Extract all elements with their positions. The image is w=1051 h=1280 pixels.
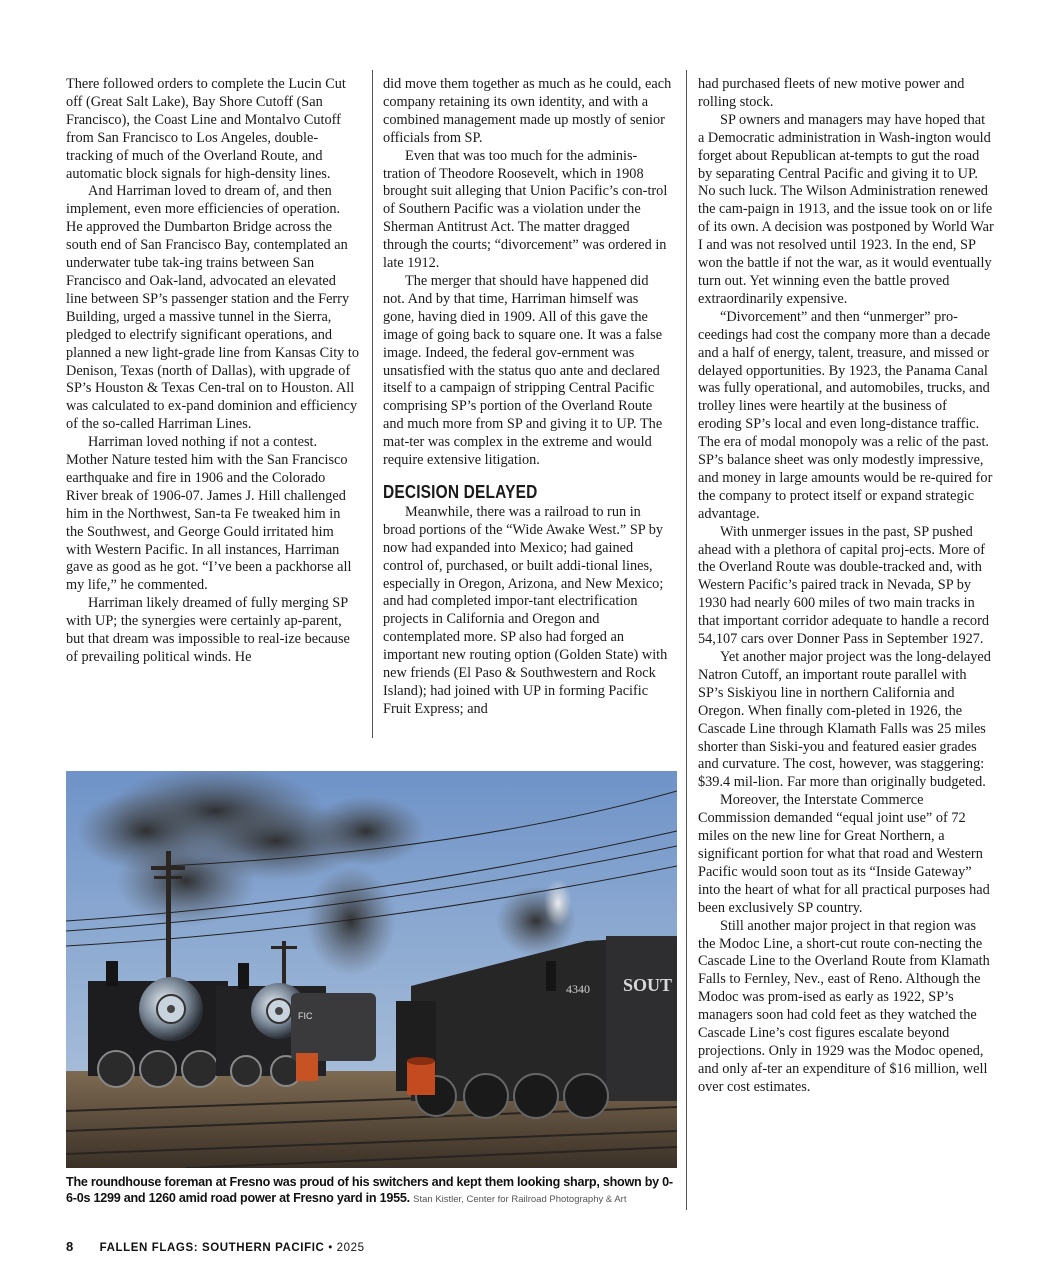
paragraph: had purchased fleets of new motive power and rolling stock. — [698, 76, 965, 110]
paragraph: “Divorcement” and then “unmerger” pro-ceedings had cost the company more than a decade and a half of energy, talent, treasure, and missed or delayed opportunities. By 1923, the Panama Canal was fully operational, and automobiles, trucks, and trolley lines were heartily at the business of eroding SP’s local and even long-distance traffic. The era of modal monopoly was a relic of the past. SP’s balance sheet was only modestly impressive, and money in large amounts would be re-quired for the company to protect itself or expand strategic advantage. — [698, 308, 993, 522]
switcher-lettering: FIC — [298, 1011, 313, 1021]
photo-caption — [66, 1174, 678, 1208]
paragraph: Moreover, the Interstate Commerce Commission demanded “equal joint use” of 72 miles on the new line for Great Northern, a significant portion for what that road and Western Pacific would soon tout as its “Inside Gateway” into the heart of what for all practical purposes had been exclusively SP country. — [698, 792, 990, 916]
text-column-3 — [698, 76, 994, 1097]
paragraph: Meanwhile, there was a railroad to run in broad portions of the “Wide Awake West.” SP by now had expanded into Mexico; had gained control of, purchased, or built addi-tional lines, especially in Oregon, Arizona, and New Mexico; and had completed impor-tant electrification projects in California and Oregon and contemplated more. SP also had forged an important new routing option (Golden State) with new friends (El Paso & Southwestern and Rock Island); had joined with UP in forming Pacific Fruit Express; and — [383, 503, 668, 717]
text-column-2 — [383, 76, 673, 719]
section-heading: DECISION DELAYED — [383, 481, 538, 502]
paragraph: There followed orders to complete the Lucin Cut off (Great Salt Lake), Bay Shore Cutoff (San Francisco), the Coast Line and Montalvo Cutoff from San Francisco to Los Angeles, double-tracking of much of the Overland Route, and automatic block signals for high-density lines. — [66, 76, 346, 182]
page-number: 8 — [66, 1239, 74, 1254]
publication-title: FALLEN FLAGS: SOUTHERN PACIFIC — [99, 1242, 325, 1254]
photo-credit: Stan Kistler, Center for Railroad Photography & Art — [413, 1194, 627, 1205]
text-column-1 — [66, 76, 360, 667]
paragraph: Still another major project in that region was the Modoc Line, a short-cut route con-necting the Cascade Line to the Overland Route from Klamath Falls to Fernley, Nev., east of Reno. Although the Modoc was prom-ised as early as 1922, SP’s managers soon had cold feet as they watched the Cascade Line’s cost figures escalate beyond projections. Only in 1929 was the Modoc opened, and only af-ter an expenditure of $16 million, well over cost estimates. — [698, 917, 990, 1095]
paragraph: Harriman loved nothing if not a contest. Mother Nature tested him with the San Francisco earthquake and fire in 1906 and the Colorado River break of 1906-07. James J. Hill challenged him in the Northwest, San-ta Fe tweaked him in the Southwest, and George Gould irritated him with Western Pacific. In all instances, Harriman gave as good as he got. “I’ve been a packhorse all my life,” he commented. — [66, 434, 352, 594]
column-rule — [686, 70, 687, 1210]
caption-text: The roundhouse foreman at Fresno was proud of his switchers and kept them looking sharp, shown by 0-6-0s 1299 and 1260 amid road power at Fresno yard in 1955. — [66, 1175, 673, 1205]
paragraph: Even that was too much for the adminis-tration of Theodore Roosevelt, which in 1908 brought suit alleging that Union Pacific’s con-trol of Southern Pacific was a violation under the Sherman Antitrust Act. The matter dragged through the courts; “divorcement” was ordered in late 1912. — [383, 147, 668, 272]
tender-lettering: SOUT — [623, 975, 673, 995]
rail-yard-photo — [66, 771, 677, 1168]
paragraph: did move them together as much as he could, each company retaining its own identity, and with a combined management made up mostly of senior officials from SP. — [383, 76, 672, 146]
footer-separator: • — [328, 1242, 333, 1254]
paragraph: The merger that should have happened did not. And by that time, Harriman himself was gone, having died in 1909. All of this gave the image of going back to square one. It was a false image. Indeed, the federal gov-ernment was unsatisfied with the status quo ante and declared itself to a campaign of stripping Central Pacific comprising SP’s portion of the Overland Route and much more from SP and giving it to UP. The mat-ter was complex in the extreme and would require extensive litigation. — [383, 272, 663, 469]
tender-car — [291, 993, 376, 1061]
column-rule — [372, 70, 373, 738]
locomotive-number: 4340 — [566, 982, 590, 996]
publication-year: 2025 — [336, 1242, 365, 1254]
paragraph: SP owners and managers may have hoped that a Democratic administration in Wash-ington would forget about Republican at-tempts to gut the road by separating Central Pacific and giving it to UP. No such luck. The Wilson Administration renewed the cam-paign in 1913, and the issue took on or life of its own. A decision was postponed by World War I and was not resolved until 1923. In the end, SP won the battle if not the war, as it would eventually turn out. Yet winning even the battle proved extraordinarily expensive. — [698, 111, 994, 307]
paragraph: With unmerger issues in the past, SP pushed ahead with a plethora of capital proj-ects. More of the Overland Route was double-tracked and, with Western Pacific’s paired track in Nevada, SP by 1930 had nearly 600 miles of two main tracks in that important corridor adequate to handle a record 54,107 cars over Donner Pass in September 1927. — [698, 523, 989, 648]
paragraph: And Harriman loved to dream of, and then implement, even more efficiencies of operation. He approved the Dumbarton Bridge across the south end of San Francisco Bay, contemplated an underwater tube tak-ing trains between San Francisco and Oak-land, advocated an elevated line between SP’s passenger station and the Ferry Building, urged a massive tunnel in the Sierra, pledged to electrify significant operations, and planned a new light-grade line from Kansas City to Denison, Texas (north of Dallas), with upgrade of SP’s Houston & Texas Cen-tral on to Houston. All was calculated to ex-pand dominion and efficiency of the so-called Harriman Lines. — [66, 183, 360, 433]
paragraph: Harriman likely dreamed of fully merging SP with UP; the synergies were certainly ap-parent, but that dream was impossible to real-ize because of prevailing political winds. He — [66, 595, 350, 665]
page-footer — [66, 1239, 365, 1254]
paragraph: Yet another major project was the long-delayed Natron Cutoff, an important route parallel with SP’s Siskiyou line in northern California and Oregon. When finally com-pleted in 1926, the Cascade Line through Klamath Falls was 25 miles shorter than Siski-you and featured easier grades and curvature. The cost, however, was staggering: $39.4 mil-lion. Far more than originally budgeted. — [698, 649, 991, 791]
